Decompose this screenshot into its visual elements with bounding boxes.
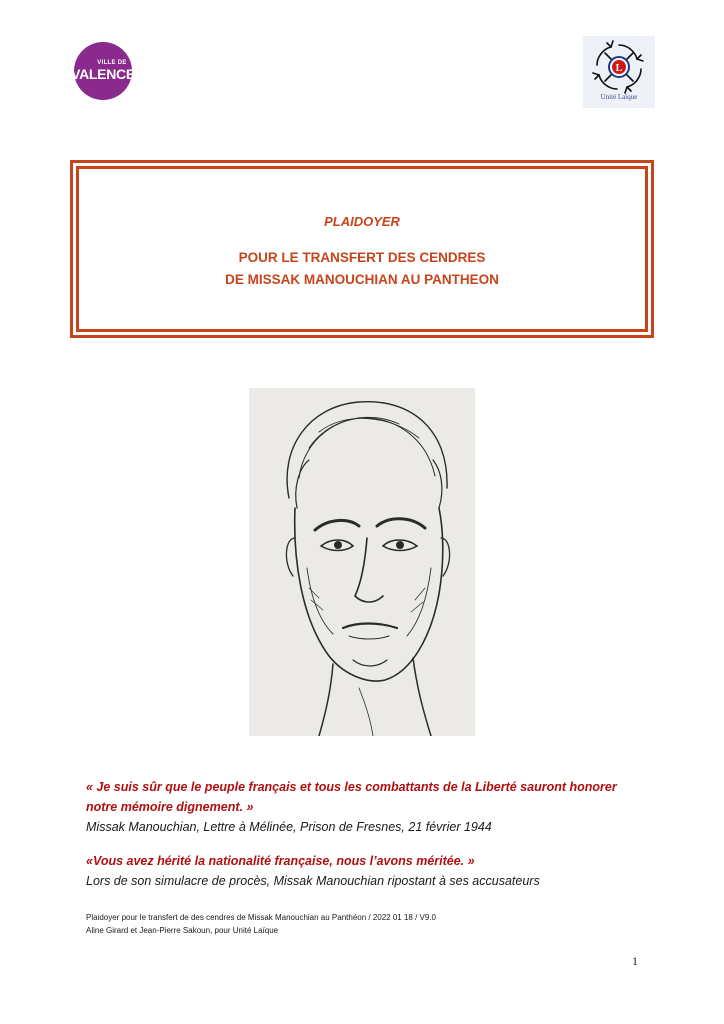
valence-logo-line2: VALENCE <box>71 66 135 82</box>
quote-1: « Je suis sûr que le peuple français et tous les combattants de la Liberté sauront honorer notre mémoire dignement. » <box>86 780 617 814</box>
valence-logo-line1: VILLE DE <box>97 60 127 66</box>
title-frame <box>70 160 654 338</box>
document-title-line1: POUR LE TRANSFERT DES CENDRES <box>238 249 486 265</box>
footer-line1: Plaidoyer pour le transfert de des cendres de Missak Manouchian au Panthéon / 2022 01 18 / V9.0 <box>86 913 436 922</box>
title-frame-inner <box>76 166 648 332</box>
page-number: 1 <box>632 954 638 968</box>
valence-logo <box>71 42 135 100</box>
document-heading: PLAIDOYER <box>324 213 400 229</box>
footer-line2: Aline Girard et Jean-Pierre Sakoun, pour Unité Laïque <box>86 926 279 935</box>
document-title-line2: DE MISSAK MANOUCHIAN AU PANTHEON <box>225 271 499 287</box>
unite-laique-emblem-icon <box>591 39 647 95</box>
portrait-sketch <box>249 388 475 736</box>
portrait-sketch-icon <box>249 388 475 736</box>
unite-logo-caption: Unité Laïque <box>600 93 638 101</box>
quote-2: «Vous avez hérité la nationalité française, nous l’avons méritée. » <box>86 854 475 868</box>
quote-1-attribution: Missak Manouchian, Lettre à Mélinée, Prison de Fresnes, 21 février 1944 <box>86 820 492 834</box>
quote-2-attribution: Lors de son simulacre de procès, Missak Manouchian ripostant à ses accusateurs <box>86 874 540 888</box>
page-footer <box>86 911 436 937</box>
unite-laique-logo <box>583 36 655 108</box>
unite-logo-letter: L <box>615 63 623 74</box>
